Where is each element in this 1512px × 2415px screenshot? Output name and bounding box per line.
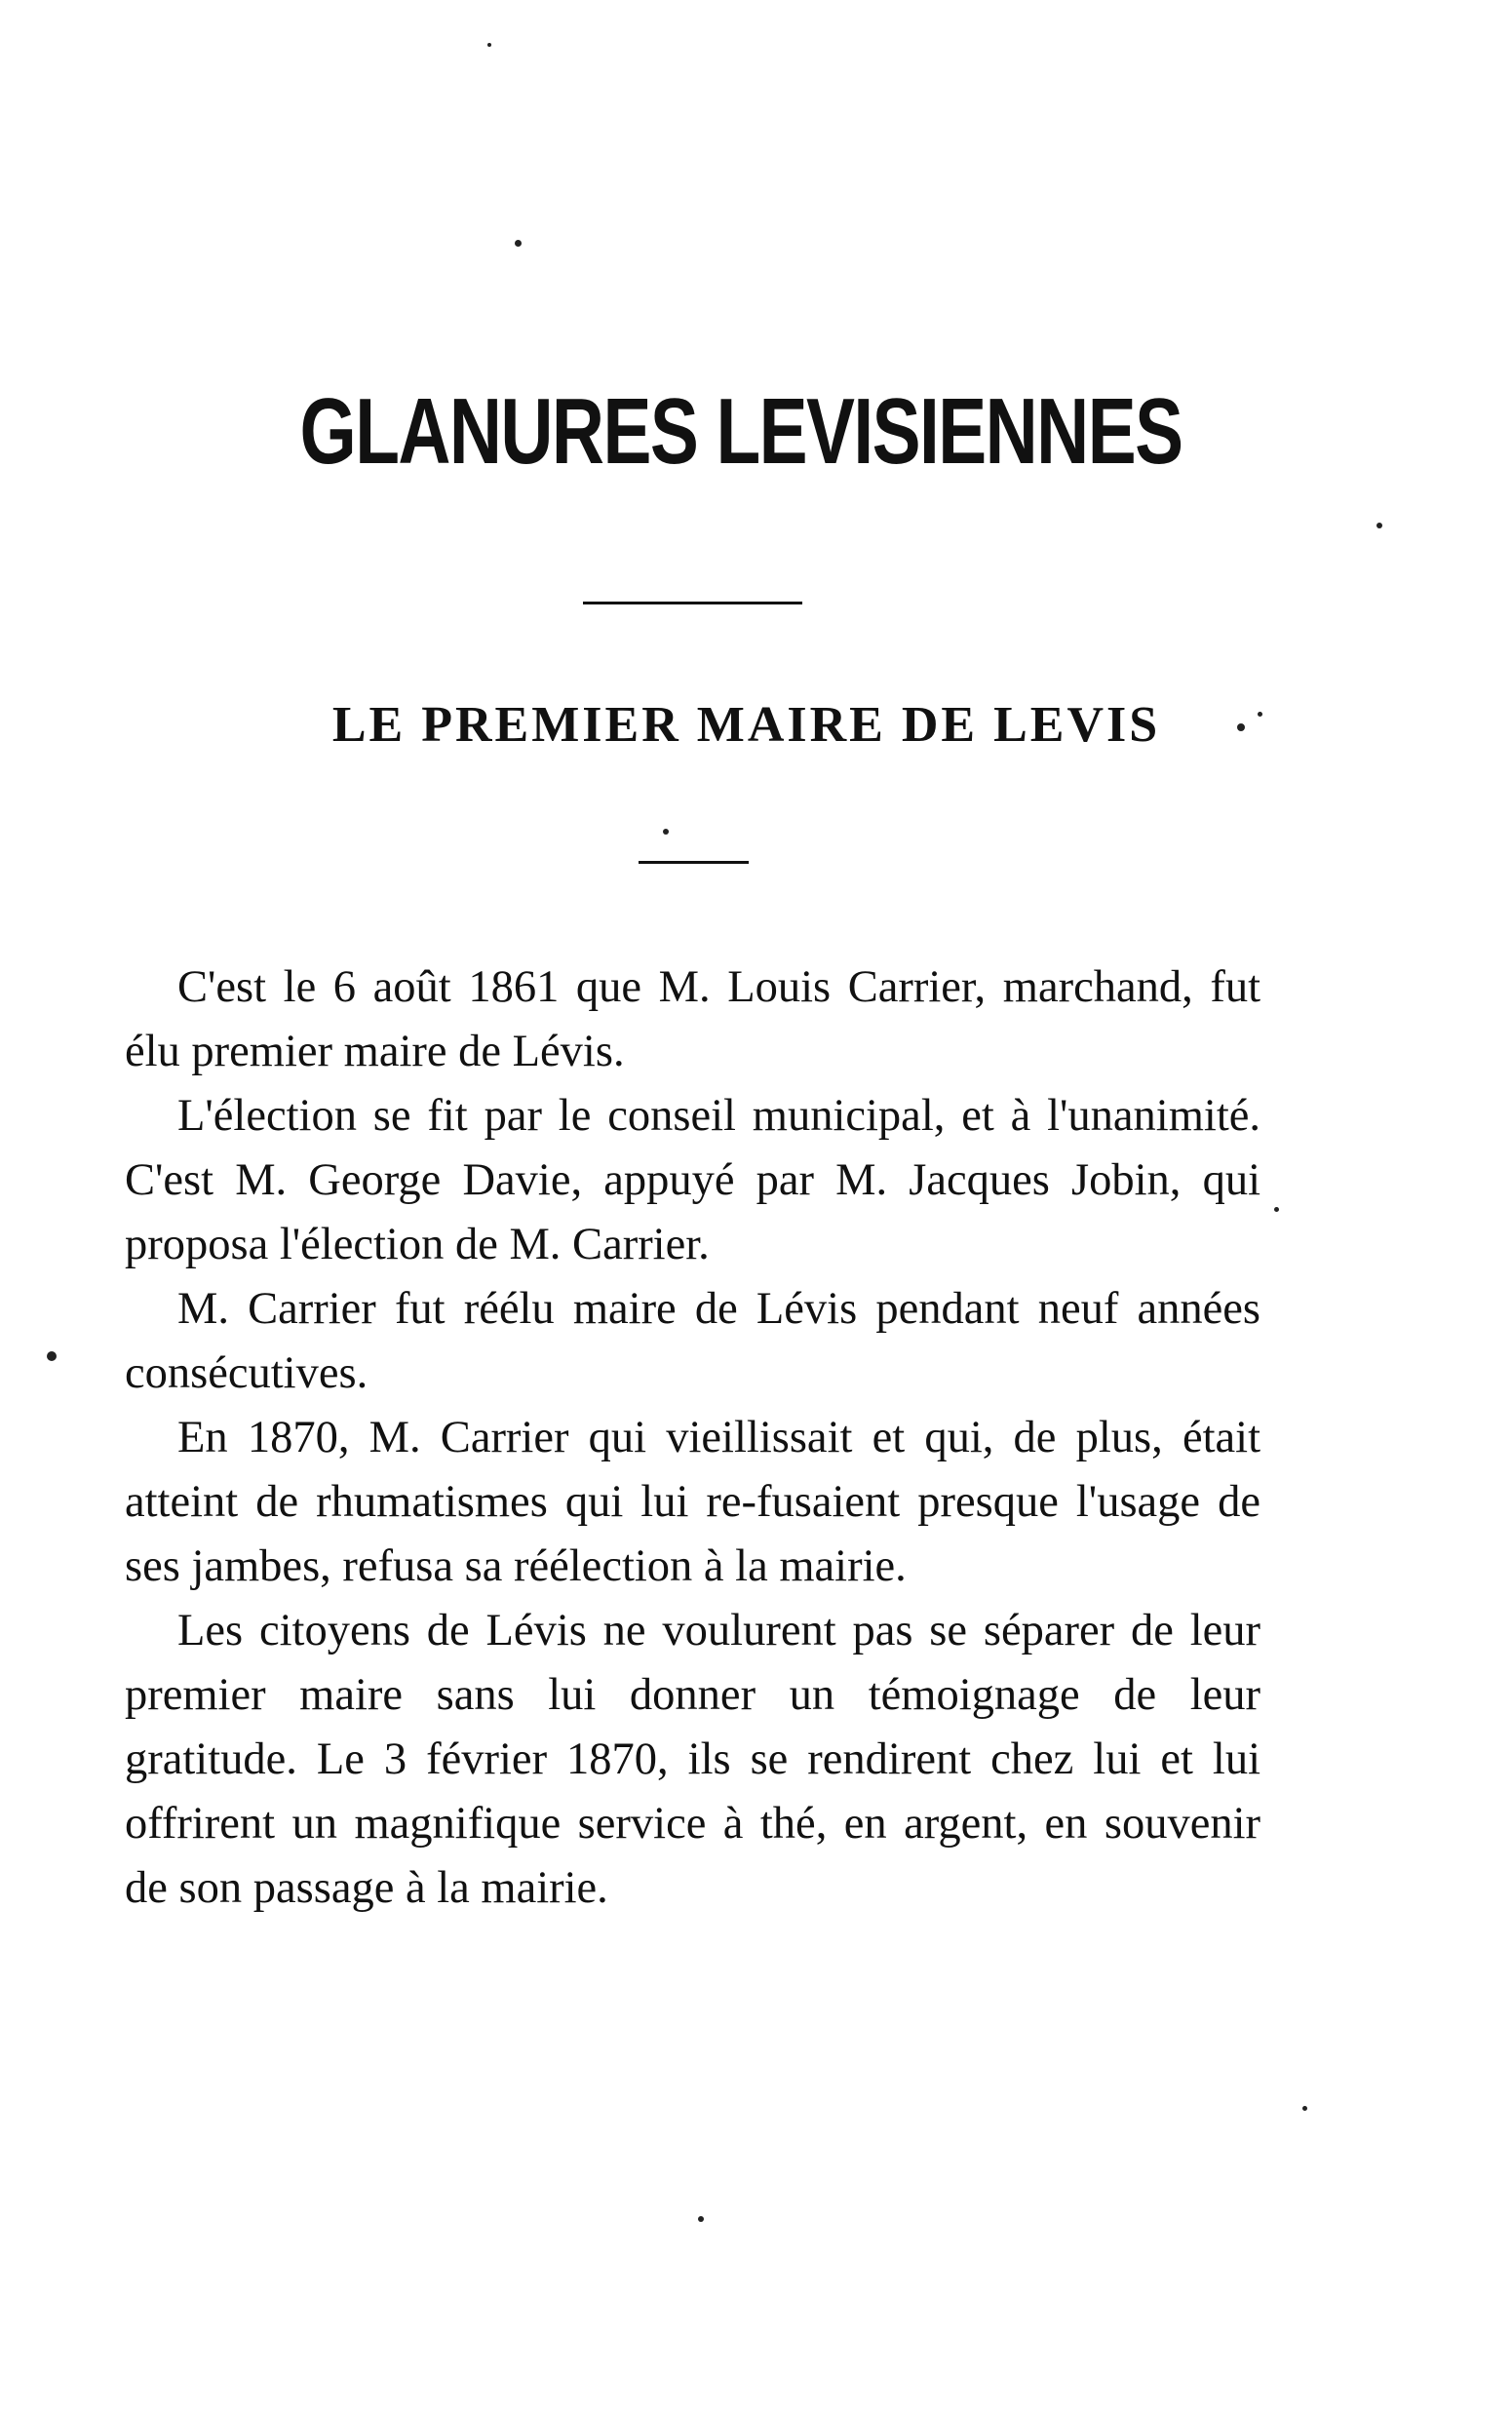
paragraph: L'élection se fit par le conseil municipal, et à l'unanimité. C'est M. George Davie, appuyé par M. Jacques Jobin, qui proposa l'élection de M. Carrier. [125,1091,1260,1269]
scan-speck [515,240,522,247]
paragraph: M. Carrier fut réélu maire de Lévis pendant neuf années consécutives. [125,1284,1260,1398]
scan-speck [47,1351,57,1361]
body-text [125,955,1260,1921]
paragraph: C'est le 6 août 1861 que M. Louis Carrier, marchand, fut élu premier maire de Lévis. [125,962,1260,1076]
chapter-subtitle: LE PREMIER MAIRE DE LEVIS [331,697,1161,753]
title-divider [583,602,802,604]
scan-speck [1237,723,1245,731]
paragraph: Les citoyens de Lévis ne voulurent pas se séparer de leur premier maire sans lui donner un témoignage de leur gratitude. Le 3 février 1870, ils se rendirent chez lui et lui offrirent un magnifique service à thé, en argent, en souvenir de son passage à la mairie. [125,1606,1260,1913]
scan-speck [1274,1207,1279,1212]
scan-speck [1376,523,1382,528]
subtitle-divider [639,861,749,864]
scan-speck [1258,712,1262,717]
scan-speck [1302,2106,1307,2111]
scan-speck [698,2216,704,2222]
scan-speck [663,829,669,835]
paragraph: En 1870, M. Carrier qui vieillissait et qui, de plus, était atteint de rhumatismes qui lui re-fusaient presque l'usage de ses jambes, refusa sa réélection à la mairie. [125,1413,1260,1591]
page-title: GLANURES LEVISIENNES [299,379,1182,484]
scan-speck [487,43,491,47]
